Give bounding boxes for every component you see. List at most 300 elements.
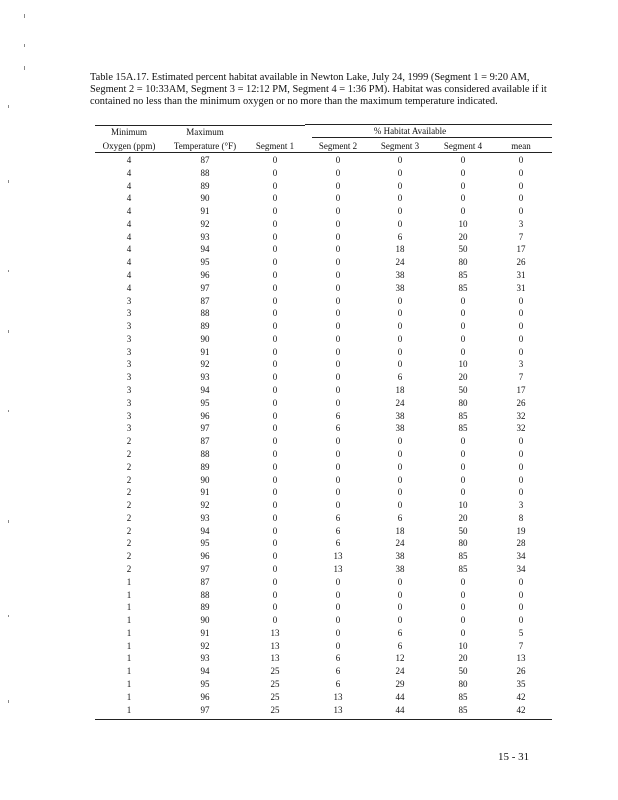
min-oxygen-cell: 4 bbox=[126, 282, 132, 293]
max-temp-cell: 93 bbox=[200, 512, 210, 523]
segment-1-cell: 0 bbox=[272, 410, 278, 421]
min-oxygen-cell: 1 bbox=[126, 691, 132, 702]
segment-3-cell: 0 bbox=[397, 359, 403, 370]
segment-4-cell: 10 bbox=[458, 500, 468, 511]
min-oxygen-cell: 1 bbox=[126, 589, 132, 600]
table-caption: Table 15A.17. Estimated percent habitat available in Newton Lake, July 24, 1999 (Segment 1 = 9:20 AM, Segment 2 = 10:33AM, Segment 3 = 12:12 PM, Segment 4 = 1:36 PM). Habitat was considered available if it contained no less than the minimum oxygen or no more than the maximum temperature indicated. bbox=[90, 72, 547, 108]
min-oxygen-cell: 2 bbox=[126, 563, 132, 574]
table-row bbox=[95, 627, 555, 640]
segment-1-cell: 0 bbox=[272, 436, 278, 447]
segment-2-cell: 0 bbox=[335, 346, 341, 357]
segment-2-cell: 0 bbox=[335, 167, 341, 178]
segment-1-cell: 0 bbox=[272, 461, 278, 472]
segment-2-cell: 0 bbox=[335, 333, 341, 344]
segment-3-cell: 24 bbox=[395, 666, 405, 677]
segment-2-cell: 0 bbox=[335, 461, 341, 472]
max-temp-cell: 97 bbox=[200, 282, 210, 293]
mean-cell: 31 bbox=[516, 282, 526, 293]
habitat-group-header: % Habitat Available bbox=[373, 126, 447, 136]
min-oxygen-cell: 2 bbox=[126, 487, 132, 498]
table-row bbox=[95, 167, 555, 180]
segment-3-cell: 6 bbox=[397, 372, 403, 383]
segment-3-cell: 0 bbox=[397, 436, 403, 447]
table-row bbox=[95, 704, 555, 717]
table-row bbox=[95, 205, 555, 218]
segment-4-cell: 0 bbox=[460, 627, 466, 638]
min-oxygen-header-line2: Oxygen (ppm) bbox=[102, 141, 156, 151]
segment-2-cell: 13 bbox=[333, 691, 343, 702]
max-temp-cell: 96 bbox=[200, 270, 210, 281]
min-oxygen-cell: 2 bbox=[126, 538, 132, 549]
table-row bbox=[95, 640, 555, 653]
segment-4-cell: 0 bbox=[460, 487, 466, 498]
segment-1-cell: 0 bbox=[272, 295, 278, 306]
segment-2-cell: 0 bbox=[335, 206, 341, 217]
mean-cell: 0 bbox=[518, 474, 524, 485]
min-oxygen-cell: 4 bbox=[126, 180, 132, 191]
segment-4-cell: 85 bbox=[458, 704, 468, 715]
segment-1-cell: 0 bbox=[272, 372, 278, 383]
table-row bbox=[95, 461, 555, 474]
max-temp-cell: 88 bbox=[200, 167, 210, 178]
table-row bbox=[95, 180, 555, 193]
segment-2-cell: 0 bbox=[335, 640, 341, 651]
segment-3-cell: 38 bbox=[395, 410, 405, 421]
segment-2-cell: 6 bbox=[335, 678, 341, 689]
segment-1-cell: 13 bbox=[270, 627, 280, 638]
table-row bbox=[95, 678, 555, 691]
segment-2-cell: 0 bbox=[335, 576, 341, 587]
min-oxygen-header bbox=[95, 127, 163, 137]
mean-cell: 7 bbox=[518, 372, 524, 383]
min-oxygen-cell: 2 bbox=[126, 500, 132, 511]
segment-3-cell: 44 bbox=[395, 691, 405, 702]
segment-1-cell: 0 bbox=[272, 474, 278, 485]
table-row bbox=[95, 665, 555, 678]
segment-2-cell: 0 bbox=[335, 372, 341, 383]
segment-3-cell: 6 bbox=[397, 231, 403, 242]
segment-2-cell: 0 bbox=[335, 615, 341, 626]
table-row bbox=[95, 448, 555, 461]
page-number: 15 - 31 bbox=[498, 751, 530, 763]
segment-3-cell: 6 bbox=[397, 640, 403, 651]
segment-3-cell: 0 bbox=[397, 500, 403, 511]
segment-3-cell: 38 bbox=[395, 423, 405, 434]
mean-cell: 0 bbox=[518, 461, 524, 472]
mean-cell: 0 bbox=[518, 180, 524, 191]
mean-cell: 35 bbox=[516, 678, 526, 689]
table-row bbox=[95, 371, 555, 384]
segment-2-cell: 0 bbox=[335, 270, 341, 281]
min-oxygen-cell: 4 bbox=[126, 155, 132, 165]
segment-4-cell: 0 bbox=[460, 333, 466, 344]
table-row bbox=[95, 652, 555, 665]
min-oxygen-cell: 3 bbox=[126, 333, 132, 344]
table-row bbox=[95, 256, 555, 269]
mean-cell: 17 bbox=[516, 244, 526, 255]
max-temp-cell: 96 bbox=[200, 410, 210, 421]
mean-cell: 5 bbox=[518, 627, 524, 638]
min-oxygen-cell: 3 bbox=[126, 410, 132, 421]
segment-1-cell: 0 bbox=[272, 512, 278, 523]
segment-3-cell: 0 bbox=[397, 218, 403, 229]
segment-2-cell: 0 bbox=[335, 244, 341, 255]
segment-3-cell: 18 bbox=[395, 244, 405, 255]
segment-4-cell: 85 bbox=[458, 551, 468, 562]
table-row bbox=[95, 614, 555, 627]
mean-cell: 0 bbox=[518, 602, 524, 613]
header-rule-top-right bbox=[305, 124, 552, 125]
segment-3-cell: 38 bbox=[395, 282, 405, 293]
mean-cell: 32 bbox=[516, 423, 526, 434]
segment-2-cell: 0 bbox=[335, 155, 341, 165]
segment-4-cell: 80 bbox=[458, 678, 468, 689]
max-temp-cell: 91 bbox=[200, 346, 210, 357]
segment-4-cell: 0 bbox=[460, 436, 466, 447]
segment-2-cell: 0 bbox=[335, 231, 341, 242]
max-temp-cell: 90 bbox=[200, 193, 210, 204]
segment-4-cell: 80 bbox=[458, 397, 468, 408]
segment-3-cell: 0 bbox=[397, 461, 403, 472]
segment-1-cell: 0 bbox=[272, 563, 278, 574]
max-temp-cell: 90 bbox=[200, 615, 210, 626]
max-temp-cell: 90 bbox=[200, 474, 210, 485]
segment-1-cell: 13 bbox=[270, 653, 280, 664]
segment-1-cell: 0 bbox=[272, 321, 278, 332]
segment-2-cell: 13 bbox=[333, 551, 343, 562]
segment-2-cell: 6 bbox=[335, 538, 341, 549]
table-row bbox=[95, 691, 555, 704]
segment-4-cell: 20 bbox=[458, 653, 468, 664]
segment-1-cell: 0 bbox=[272, 423, 278, 434]
min-oxygen-cell: 1 bbox=[126, 640, 132, 651]
segment-4-cell: 0 bbox=[460, 193, 466, 204]
segment-3-cell: 0 bbox=[397, 448, 403, 459]
segment-4-cell: 0 bbox=[460, 206, 466, 217]
min-oxygen-cell: 3 bbox=[126, 372, 132, 383]
segment-2-cell: 0 bbox=[335, 180, 341, 191]
segment-3-cell: 0 bbox=[397, 576, 403, 587]
max-temp-cell: 88 bbox=[200, 589, 210, 600]
min-oxygen-cell: 4 bbox=[126, 231, 132, 242]
segment-4-cell: 0 bbox=[460, 448, 466, 459]
mean-cell: 42 bbox=[516, 691, 526, 702]
mean-cell: 0 bbox=[518, 333, 524, 344]
segment-1-cell: 0 bbox=[272, 218, 278, 229]
segment-4-cell: 0 bbox=[460, 602, 466, 613]
segment-1-cell: 0 bbox=[272, 615, 278, 626]
table-row bbox=[95, 384, 555, 397]
table-row bbox=[95, 295, 555, 308]
segment-2-cell: 0 bbox=[335, 257, 341, 268]
min-oxygen-cell: 1 bbox=[126, 653, 132, 664]
mean-cell: 8 bbox=[518, 512, 524, 523]
segment-1-cell: 0 bbox=[272, 270, 278, 281]
segment-3-cell: 38 bbox=[395, 551, 405, 562]
table-row bbox=[95, 499, 555, 512]
segment-1-cell: 13 bbox=[270, 640, 280, 651]
mean-cell: 26 bbox=[516, 666, 526, 677]
min-oxygen-cell: 2 bbox=[126, 448, 132, 459]
segment-4-cell: 0 bbox=[460, 180, 466, 191]
mean-cell: 0 bbox=[518, 193, 524, 204]
segment-4-cell: 85 bbox=[458, 282, 468, 293]
segment-4-cell: 0 bbox=[460, 589, 466, 600]
mean-cell: 7 bbox=[518, 640, 524, 651]
segment-2-cell: 0 bbox=[335, 602, 341, 613]
segment-2-header: Segment 2 bbox=[318, 141, 358, 151]
max-temp-cell: 89 bbox=[200, 321, 210, 332]
segment-2-cell: 6 bbox=[335, 525, 341, 536]
max-temp-cell: 96 bbox=[200, 551, 210, 562]
mean-cell: 0 bbox=[518, 155, 524, 165]
table-row bbox=[95, 397, 555, 410]
mean-cell: 0 bbox=[518, 589, 524, 600]
min-oxygen-cell: 1 bbox=[126, 615, 132, 626]
mean-cell: 13 bbox=[516, 653, 526, 664]
segment-3-cell: 0 bbox=[397, 333, 403, 344]
table-row bbox=[95, 525, 555, 538]
max-temp-cell: 88 bbox=[200, 308, 210, 319]
segment-1-cell: 0 bbox=[272, 308, 278, 319]
segment-3-cell: 12 bbox=[395, 653, 405, 664]
min-oxygen-cell: 2 bbox=[126, 525, 132, 536]
segment-2-cell: 6 bbox=[335, 512, 341, 523]
segment-3-cell: 0 bbox=[397, 308, 403, 319]
table-row bbox=[95, 601, 555, 614]
segment-3-cell: 24 bbox=[395, 257, 405, 268]
segment-1-cell: 0 bbox=[272, 257, 278, 268]
segment-3-cell: 0 bbox=[397, 206, 403, 217]
segment-4-cell: 20 bbox=[458, 512, 468, 523]
mean-cell: 32 bbox=[516, 410, 526, 421]
segment-3-cell: 24 bbox=[395, 397, 405, 408]
segment-1-cell: 0 bbox=[272, 602, 278, 613]
segment-4-cell: 0 bbox=[460, 155, 466, 165]
table-row bbox=[95, 474, 555, 487]
min-oxygen-cell: 3 bbox=[126, 359, 132, 370]
segment-4-cell: 0 bbox=[460, 461, 466, 472]
max-temp-cell: 92 bbox=[200, 218, 210, 229]
segment-3-cell: 0 bbox=[397, 346, 403, 357]
min-oxygen-cell: 3 bbox=[126, 397, 132, 408]
segment-2-cell: 0 bbox=[335, 321, 341, 332]
segment-3-cell: 0 bbox=[397, 589, 403, 600]
table-row bbox=[95, 307, 555, 320]
segment-2-cell: 0 bbox=[335, 448, 341, 459]
min-oxygen-cell: 3 bbox=[126, 346, 132, 357]
segment-4-cell: 0 bbox=[460, 576, 466, 587]
mean-cell: 31 bbox=[516, 270, 526, 281]
segment-3-cell: 0 bbox=[397, 321, 403, 332]
mean-cell: 0 bbox=[518, 576, 524, 587]
segment-4-cell: 10 bbox=[458, 640, 468, 651]
max-temp-cell: 96 bbox=[200, 691, 210, 702]
segment-1-cell: 0 bbox=[272, 589, 278, 600]
segment-4-cell: 10 bbox=[458, 218, 468, 229]
segment-2-cell: 6 bbox=[335, 410, 341, 421]
segment-1-cell: 0 bbox=[272, 346, 278, 357]
mean-cell: 0 bbox=[518, 295, 524, 306]
segment-4-header: Segment 4 bbox=[443, 141, 483, 151]
mean-cell: 0 bbox=[518, 167, 524, 178]
segment-3-cell: 0 bbox=[397, 295, 403, 306]
table-row bbox=[95, 243, 555, 256]
segment-1-cell: 0 bbox=[272, 333, 278, 344]
segment-1-cell: 0 bbox=[272, 448, 278, 459]
header-rule-bottom bbox=[95, 152, 552, 153]
min-oxygen-cell: 3 bbox=[126, 308, 132, 319]
segment-4-cell: 0 bbox=[460, 346, 466, 357]
min-oxygen-cell: 1 bbox=[126, 704, 132, 715]
mean-cell: 0 bbox=[518, 487, 524, 498]
segment-2-cell: 0 bbox=[335, 282, 341, 293]
table-row bbox=[95, 589, 555, 602]
segment-2-cell: 6 bbox=[335, 423, 341, 434]
table-row bbox=[95, 282, 555, 295]
segment-2-cell: 0 bbox=[335, 295, 341, 306]
min-oxygen-cell: 2 bbox=[126, 551, 132, 562]
max-temp-header-line2: Temperature (°F) bbox=[173, 141, 237, 151]
segment-4-cell: 20 bbox=[458, 231, 468, 242]
segment-1-cell: 0 bbox=[272, 167, 278, 178]
max-temp-cell: 94 bbox=[200, 244, 210, 255]
max-temp-cell: 92 bbox=[200, 500, 210, 511]
table-row bbox=[95, 576, 555, 589]
max-temp-cell: 88 bbox=[200, 448, 210, 459]
segment-3-cell: 0 bbox=[397, 615, 403, 626]
segment-3-cell: 38 bbox=[395, 270, 405, 281]
segment-1-cell: 0 bbox=[272, 180, 278, 191]
segment-3-cell: 0 bbox=[397, 155, 403, 165]
segment-4-cell: 85 bbox=[458, 563, 468, 574]
max-temp-cell: 91 bbox=[200, 627, 210, 638]
header-rule-top-left bbox=[95, 125, 305, 126]
table-row bbox=[95, 550, 555, 563]
segment-3-cell: 0 bbox=[397, 180, 403, 191]
max-temp-cell: 87 bbox=[200, 576, 210, 587]
segment-4-cell: 0 bbox=[460, 167, 466, 178]
segment-2-cell: 13 bbox=[333, 563, 343, 574]
min-oxygen-cell: 4 bbox=[126, 193, 132, 204]
min-oxygen-cell: 4 bbox=[126, 244, 132, 255]
segment-2-cell: 0 bbox=[335, 359, 341, 370]
segment-1-cell: 25 bbox=[270, 704, 280, 715]
min-oxygen-cell: 2 bbox=[126, 474, 132, 485]
segment-2-cell: 0 bbox=[335, 589, 341, 600]
table-row bbox=[95, 358, 555, 371]
segment-3-cell: 29 bbox=[395, 678, 405, 689]
segment-2-cell: 0 bbox=[335, 397, 341, 408]
min-oxygen-cell: 4 bbox=[126, 257, 132, 268]
segment-3-cell: 38 bbox=[395, 563, 405, 574]
segment-4-cell: 50 bbox=[458, 666, 468, 677]
mean-cell: 0 bbox=[518, 308, 524, 319]
min-oxygen-cell: 4 bbox=[126, 270, 132, 281]
max-temp-cell: 94 bbox=[200, 666, 210, 677]
min-oxygen-cell: 3 bbox=[126, 295, 132, 306]
max-temp-cell: 89 bbox=[200, 180, 210, 191]
max-temp-cell: 90 bbox=[200, 333, 210, 344]
segment-1-cell: 0 bbox=[272, 500, 278, 511]
mean-cell: 7 bbox=[518, 231, 524, 242]
mean-cell: 0 bbox=[518, 206, 524, 217]
segment-2-cell: 0 bbox=[335, 474, 341, 485]
segment-4-cell: 85 bbox=[458, 270, 468, 281]
segment-2-cell: 0 bbox=[335, 385, 341, 396]
table-row bbox=[95, 231, 555, 244]
segment-3-cell: 0 bbox=[397, 487, 403, 498]
segment-2-cell: 0 bbox=[335, 436, 341, 447]
segment-1-cell: 0 bbox=[272, 359, 278, 370]
mean-cell: 3 bbox=[518, 500, 524, 511]
table-row bbox=[95, 512, 555, 525]
max-temp-header-line1: Maximum bbox=[186, 127, 224, 137]
segment-2-cell: 0 bbox=[335, 218, 341, 229]
max-temp-cell: 95 bbox=[200, 678, 210, 689]
segment-1-cell: 0 bbox=[272, 576, 278, 587]
mean-cell: 0 bbox=[518, 448, 524, 459]
segment-4-cell: 0 bbox=[460, 474, 466, 485]
segment-3-cell: 18 bbox=[395, 385, 405, 396]
max-temp-header bbox=[165, 127, 245, 137]
segment-1-cell: 0 bbox=[272, 231, 278, 242]
table-row bbox=[95, 218, 555, 231]
min-oxygen-cell: 4 bbox=[126, 167, 132, 178]
segment-4-cell: 80 bbox=[458, 538, 468, 549]
segment-1-cell: 0 bbox=[272, 206, 278, 217]
max-temp-cell: 97 bbox=[200, 423, 210, 434]
max-temp-cell: 93 bbox=[200, 653, 210, 664]
table-row bbox=[95, 320, 555, 333]
max-temp-cell: 87 bbox=[200, 295, 210, 306]
segment-3-cell: 0 bbox=[397, 602, 403, 613]
min-oxygen-cell: 1 bbox=[126, 602, 132, 613]
max-temp-cell: 87 bbox=[200, 155, 210, 165]
table-row bbox=[95, 422, 555, 435]
table-bottom-rule bbox=[95, 719, 552, 720]
mean-cell: 34 bbox=[516, 563, 526, 574]
min-oxygen-cell: 4 bbox=[126, 218, 132, 229]
max-temp-cell: 91 bbox=[200, 487, 210, 498]
max-temp-cell: 89 bbox=[200, 602, 210, 613]
segment-4-cell: 0 bbox=[460, 321, 466, 332]
table-row bbox=[95, 563, 555, 576]
segment-3-header: Segment 3 bbox=[380, 141, 420, 151]
segment-2-cell: 0 bbox=[335, 308, 341, 319]
segment-1-cell: 0 bbox=[272, 538, 278, 549]
min-oxygen-cell: 1 bbox=[126, 666, 132, 677]
segment-2-cell: 6 bbox=[335, 666, 341, 677]
segment-2-cell: 0 bbox=[335, 627, 341, 638]
segment-1-cell: 25 bbox=[270, 666, 280, 677]
segment-4-cell: 50 bbox=[458, 525, 468, 536]
mean-cell: 0 bbox=[518, 615, 524, 626]
segment-1-cell: 0 bbox=[272, 155, 278, 165]
mean-cell: 28 bbox=[516, 538, 526, 549]
max-temp-cell: 97 bbox=[200, 563, 210, 574]
max-temp-cell: 95 bbox=[200, 257, 210, 268]
table-row bbox=[95, 154, 555, 167]
segment-4-cell: 85 bbox=[458, 423, 468, 434]
min-oxygen-header-line1: Minimum bbox=[110, 127, 147, 137]
max-temp-cell: 93 bbox=[200, 372, 210, 383]
min-oxygen-cell: 2 bbox=[126, 436, 132, 447]
segment-1-cell: 0 bbox=[272, 487, 278, 498]
segment-3-cell: 24 bbox=[395, 538, 405, 549]
segment-1-cell: 0 bbox=[272, 551, 278, 562]
table-row bbox=[95, 410, 555, 423]
